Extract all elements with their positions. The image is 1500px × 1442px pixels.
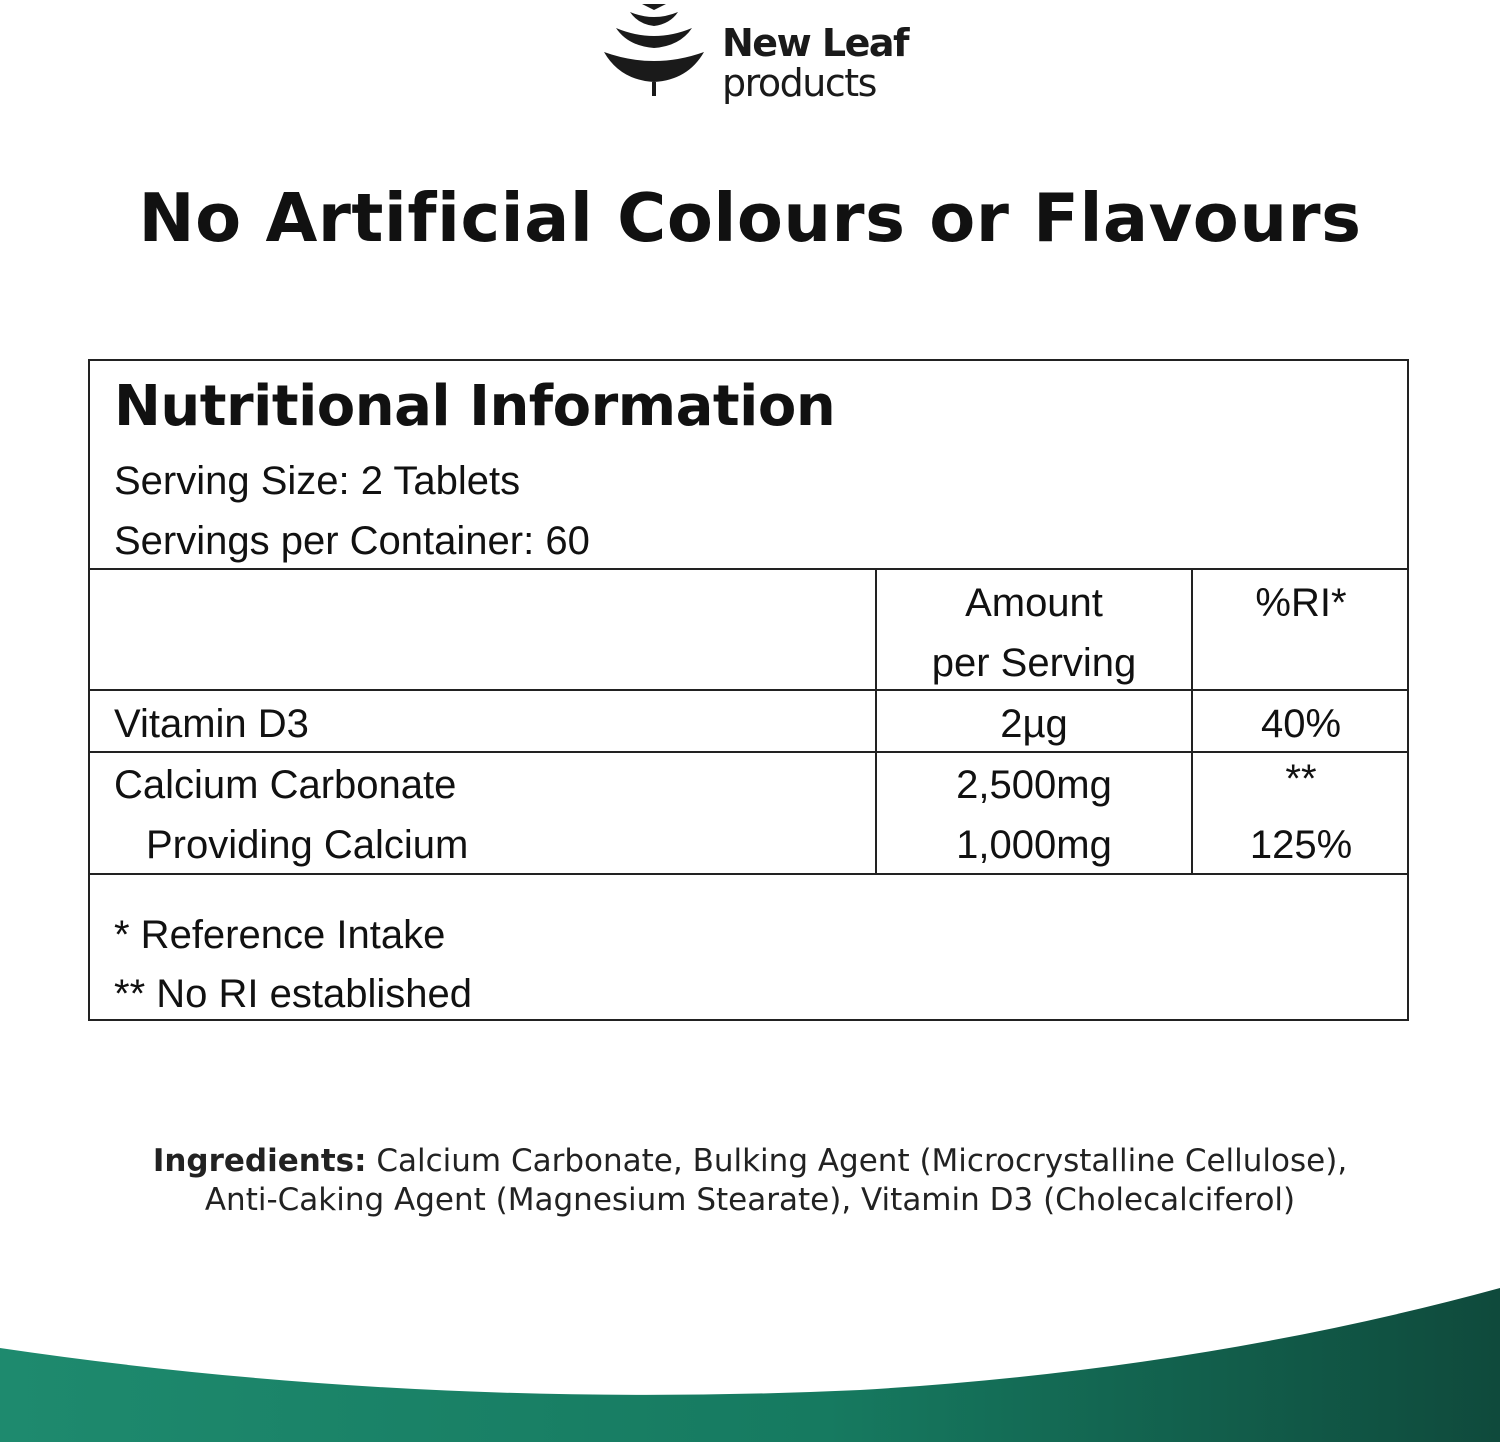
- footnote: ** No RI established: [114, 972, 472, 1016]
- footnote: * Reference Intake: [114, 913, 446, 957]
- column-header-ri: %RI*: [1255, 581, 1347, 625]
- nutrient-ri: **: [1285, 757, 1317, 801]
- column-header-amount-sub: per Serving: [931, 641, 1137, 685]
- ingredients-line: [0, 1142, 1500, 1181]
- headline: No Artificial Colours or Flavours: [138, 179, 1362, 257]
- nutrient-ri: 125%: [1249, 823, 1353, 867]
- servings-per-container: Servings per Container: 60: [114, 519, 590, 563]
- nutrition-panel: [88, 359, 1409, 1021]
- nutrient-name: Providing Calcium: [146, 823, 469, 867]
- column-header-amount: Amount: [965, 581, 1103, 625]
- divider: [90, 689, 1407, 691]
- decorative-wave: [0, 1270, 1500, 1442]
- ingredients-text: Anti-Caking Agent (Magnesium Stearate), Vitamin D3 (Cholecalciferol): [204, 1182, 1296, 1218]
- ingredients-label: Ingredients:: [152, 1143, 367, 1179]
- nutrient-name: Calcium Carbonate: [114, 763, 457, 807]
- brand-tagline: products: [722, 61, 876, 105]
- nutrient-name: Vitamin D3: [114, 702, 309, 746]
- divider: [90, 873, 1407, 875]
- brand-name: New Leaf: [722, 21, 909, 65]
- divider: [90, 751, 1407, 753]
- nutrient-ri: 40%: [1260, 702, 1342, 746]
- ingredients: [0, 1142, 1500, 1220]
- brand-logo: [600, 0, 920, 110]
- nutrient-amount: 2µg: [1000, 702, 1068, 746]
- layered-leaf-icon: [600, 0, 710, 100]
- serving-size: Serving Size: 2 Tablets: [114, 459, 521, 503]
- nutrient-amount: 2,500mg: [956, 763, 1112, 807]
- divider: [90, 568, 1407, 570]
- nutrient-amount: 1,000mg: [956, 823, 1112, 867]
- nutrition-title: Nutritional Information: [114, 374, 836, 439]
- ingredients-text: Calcium Carbonate, Bulking Agent (Microcrystalline Cellulose),: [366, 1143, 1348, 1179]
